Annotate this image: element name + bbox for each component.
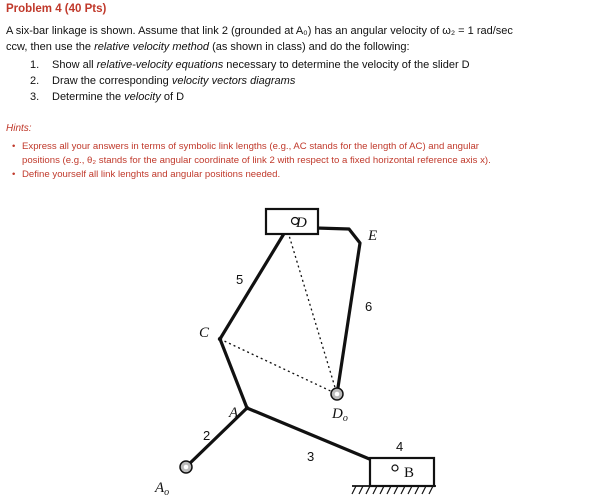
label-a0-sub: o [164, 487, 170, 498]
step-number: 3. [30, 91, 40, 103]
label-a0 [154, 480, 169, 498]
label-a: A [229, 405, 239, 421]
joint-c [218, 337, 222, 341]
link-number-2: 2 [203, 428, 211, 443]
step-text-tail: of D [160, 91, 185, 103]
problem-title: Problem 4 (40 Pts) [6, 3, 107, 15]
slider-b [370, 458, 434, 486]
bullet-icon: • [12, 141, 16, 152]
link-number-6: 6 [365, 299, 373, 314]
step-number: 1. [30, 59, 40, 71]
step-text: Determine the [52, 91, 125, 103]
label-c: C [199, 325, 210, 341]
intro-text-a: ccw, then use the [6, 41, 95, 53]
step-text-tail: necessary to determine the velocity of the slider D [223, 59, 470, 71]
joint-a [245, 406, 249, 410]
ground-hatching-b [352, 486, 436, 494]
step-emphasis: velocity vectors diagrams [171, 75, 296, 87]
label-d0-main: D [332, 406, 343, 422]
hint-text: Express all your answers in terms of symbolic link lengths (e.g., AC stands for the length of AC) and angular [22, 141, 479, 152]
hints-label: Hints: [6, 123, 32, 134]
intro-emphasis: relative velocity method [94, 41, 210, 53]
link-number-4: 4 [396, 439, 404, 454]
bullet-icon: • [12, 169, 16, 180]
hint-item-1-continued: positions (e.g., θ₂ stands for the angular coordinate of link 2 with respect to a fixed horizontal reference axis x). [22, 155, 491, 166]
label-d: D [296, 215, 307, 231]
step-text: Show all [52, 59, 97, 71]
link-5 [220, 227, 288, 339]
label-a0-main: A [155, 480, 165, 496]
joint-b [392, 465, 398, 471]
step-text: Draw the corresponding [52, 75, 172, 87]
step-emphasis: velocity [124, 91, 161, 103]
step-emphasis: relative-velocity equations [96, 59, 224, 71]
intro-text-b: (as shown in class) and do the following: [209, 41, 410, 53]
link-6 [316, 228, 360, 394]
link-number-3: 3 [307, 449, 315, 464]
problem-intro-line-1: A six-bar linkage is shown. Assume that link 2 (grounded at A₀) has an angular velocity of ω₂ = 1 rad/sec [6, 25, 513, 37]
label-d0 [331, 406, 348, 424]
dashed-line-d-d0 [288, 232, 337, 394]
step-number: 2. [30, 75, 40, 87]
ground-pivot-a0-center [184, 465, 189, 470]
ground-pivot-d0-center [335, 392, 340, 397]
hint-text: Define yourself all link lenghts and angular positions needed. [22, 169, 281, 180]
label-e: E [368, 228, 378, 244]
label-d0-sub: o [342, 413, 348, 424]
label-b: B [404, 465, 415, 481]
link-number-5: 5 [236, 272, 244, 287]
